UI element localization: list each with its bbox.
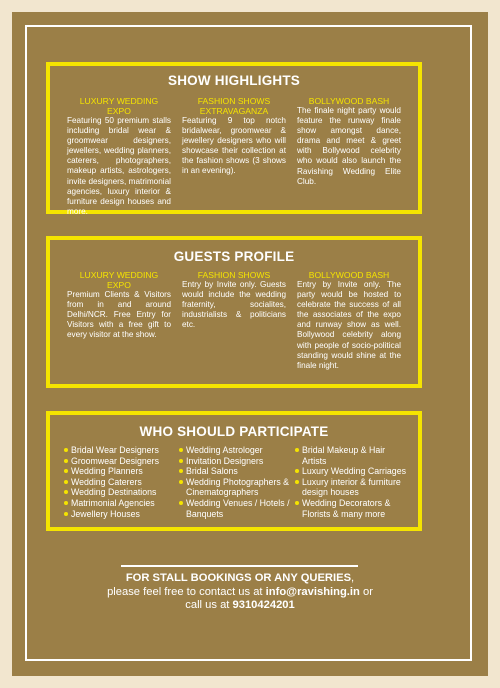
bullet-icon: [64, 480, 68, 484]
col-body: Featuring 9 top notch bridalwear, groomwear & jewellery designers who will showcase their collection at the fashion shows (3 shows in an evening).: [182, 116, 286, 176]
show-highlights-box: [46, 62, 422, 214]
col-heading: BOLLYWOOD BASH: [308, 96, 390, 106]
guests-profile-title: GUESTS PROFILE: [173, 249, 295, 264]
bullet-icon: [179, 480, 183, 484]
guests-profile-col-bollywood: [297, 270, 401, 371]
list-item: Wedding Destinations: [64, 487, 176, 498]
bullet-icon: [295, 480, 299, 484]
bullet-icon: [179, 469, 183, 473]
guests-profile-col-fashion: [182, 270, 286, 330]
col-heading: FASHION SHOWS EXTRAVAGANZA: [197, 96, 271, 116]
contact-email-link[interactable]: info@ravishing.in: [265, 585, 360, 598]
contact-text: call us at: [185, 599, 233, 611]
bullet-icon: [179, 448, 183, 452]
who-should-participate-box: [46, 411, 422, 531]
contact-line-1: [40, 572, 440, 586]
list-item: Bridal Makeup & Hair Artists: [295, 445, 407, 466]
list-item: Luxury interior & furniture design houses: [295, 477, 407, 498]
show-highlights-title: SHOW HIGHLIGHTS: [168, 73, 300, 88]
list-item: Wedding Venues / Hotels / Banquets: [179, 498, 293, 519]
col-heading: BOLLYWOOD BASH: [308, 270, 390, 280]
bullet-icon: [64, 512, 68, 516]
divider-line: [121, 565, 358, 567]
list-item: Wedding Caterers: [64, 477, 176, 488]
col-body: Premium Clients & Visitors from in and around Delhi/NCR. Free Entry for Visitors with a free gift to every visitor at the show.: [67, 290, 171, 340]
list-item: Luxury Wedding Carriages: [295, 466, 407, 477]
participant-list-col1: [64, 445, 176, 519]
list-item: Wedding Decorators & Florists & many more: [295, 498, 407, 519]
col-heading: LUXURY WEDDING EXPO: [79, 270, 159, 290]
bullet-icon: [295, 469, 299, 473]
participant-list-col3: [295, 445, 407, 519]
bullet-icon: [64, 490, 68, 494]
bullet-icon: [179, 501, 183, 505]
show-highlights-col-bollywood: [297, 96, 401, 187]
col-heading: LUXURY WEDDING EXPO: [79, 96, 159, 116]
col-body: The finale night party would feature the runway finale show amongst dance, drama and meet & greet with Bollywood celebrity who would also launch the Ravishing Wedding Elite Club.: [297, 106, 401, 186]
col-body: Entry by Invite only. The party would be hosted to celebrate the success of all the associates of the expo and runway show as well. Bollywood celebrity along with people of socio-political standing would shine at the finale night.: [297, 280, 401, 370]
bullet-icon: [64, 459, 68, 463]
bullet-icon: [179, 459, 183, 463]
list-item: Matrimonial Agencies: [64, 498, 176, 509]
list-item: Wedding Astrologer: [179, 445, 293, 456]
col-body: Entry by Invite only. Guests would include the wedding fraternity, socialites, industrialists & politicians etc.: [182, 280, 286, 330]
show-highlights-col-fashion: [182, 96, 286, 177]
guests-profile-col-expo: [67, 270, 171, 340]
bullet-icon: [295, 501, 299, 505]
contact-block: [40, 572, 440, 613]
list-item: Bridal Wear Designers: [64, 445, 176, 456]
contact-text: please feel free to contact us at: [107, 585, 266, 598]
bullet-icon: [295, 448, 299, 452]
contact-text: or: [359, 585, 373, 598]
list-item: Invitation Designers: [179, 456, 293, 467]
list-item: Bridal Salons: [179, 466, 293, 477]
col-heading: FASHION SHOWS: [197, 270, 271, 280]
list-item: Wedding Photographers & Cinematographers: [179, 477, 293, 498]
bullet-icon: [64, 501, 68, 505]
list-item: Wedding Planners: [64, 466, 176, 477]
list-item: Jewellery Houses: [64, 509, 176, 520]
show-highlights-col-expo: [67, 96, 171, 217]
guests-profile-box: [46, 236, 422, 388]
who-should-participate-title: WHO SHOULD PARTICIPATE: [139, 424, 329, 439]
list-item: Groomwear Designers: [64, 456, 176, 467]
contact-phone[interactable]: 9310424201: [232, 599, 295, 611]
contact-line-3: [40, 599, 440, 613]
contact-headline: FOR STALL BOOKINGS OR ANY QUERIES: [125, 572, 352, 584]
bullet-icon: [64, 448, 68, 452]
contact-line-2: [40, 586, 440, 600]
participant-list-col2: [179, 445, 293, 519]
bullet-icon: [64, 469, 68, 473]
contact-headline-suffix: ,: [351, 572, 355, 584]
col-body: Featuring 50 premium stalls including bridal wear & groomwear designers, jewellers, wedding planners, caterers, photographers, makeup artists, astrologers, invite designers, matrimonial agencies, luxury interior & furniture design houses and more.: [67, 116, 171, 216]
